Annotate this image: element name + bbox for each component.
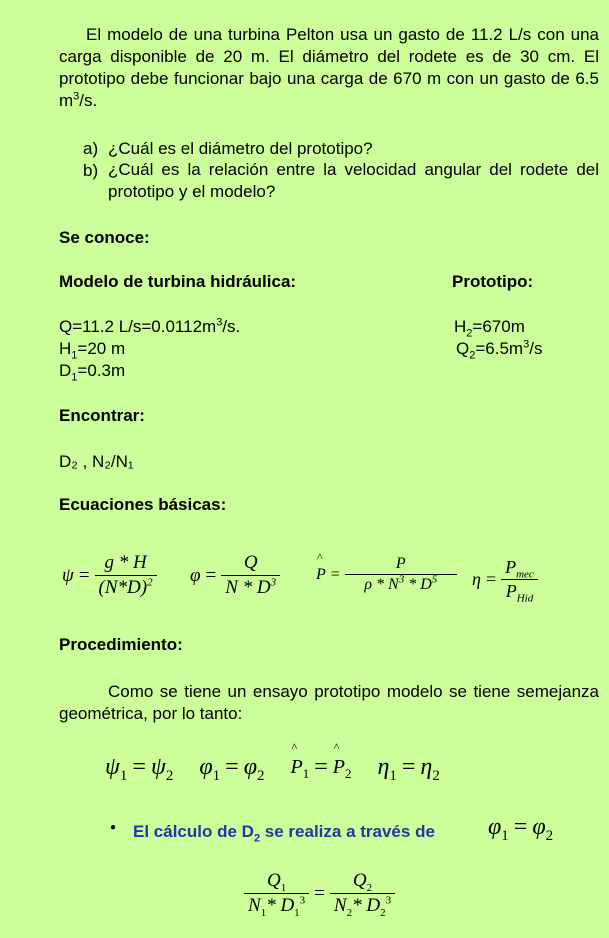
bullet-text	[133, 822, 435, 845]
proto-head-value: =670m	[472, 317, 525, 336]
equation-psi: ψ = $\frac{g * H}{(N*D)^2}$	[62, 552, 157, 599]
question-a-marker: a)	[83, 139, 99, 158]
proto-flow: $Q_2=6.5m^3/s$	[456, 338, 543, 362]
procedure-text	[59, 681, 599, 725]
problem-text: El modelo de una turbina Pelton usa un gasto de 11.2 L/s con una carga disponible de 20 m. El diámetro del rodete es de 30 cm. El prototipo debe funcionar bajo una carga de 670 m con un gasto de 6.5 m	[59, 25, 599, 110]
unit-tail: /s.	[222, 317, 241, 336]
equation-power-coefficient: ^ P = $\frac{P}{\rho * N^3 * D^5}$	[316, 555, 457, 594]
equations-heading: Ecuaciones básicas:	[59, 495, 227, 514]
find-items: D₂ , N₂/N₁	[59, 452, 134, 471]
superscript: 3	[523, 338, 530, 351]
model-head: $H_1=20$ m	[59, 339, 126, 362]
bullet-icon: ●	[110, 822, 117, 833]
bullet-equation: $\varphi_1$ = $\varphi_2$	[488, 814, 554, 844]
prototype-heading: Prototipo:	[452, 272, 534, 291]
procedure-heading: Procedimiento:	[59, 635, 183, 654]
problem-text-tail: /s.	[79, 91, 98, 110]
superscript: 3	[216, 316, 223, 329]
question-b-marker: b)	[83, 161, 99, 180]
model-flow	[59, 317, 240, 337]
procedure-body: Como se tiene un ensayo prototipo modelo se tiene semejanza geométrica, por lo tanto:	[59, 682, 599, 723]
model-heading: Modelo de turbina hidráulica:	[59, 272, 297, 291]
proto-flow-value: =6.5m	[475, 339, 524, 358]
proto-head: $H_2=670m$	[454, 317, 525, 340]
equation-efficiency: η = $\frac{P_{mec}}{P_{Hid}}$	[472, 557, 538, 602]
model-flow-value: Q=11.2 L/s=0.0112m	[59, 317, 217, 336]
unit-tail: /s	[529, 339, 543, 358]
question-b: ¿Cuál es la relación entre la velocidad angular del rodete del prototipo y el modelo?	[108, 160, 599, 201]
find-heading: Encontrar:	[59, 406, 145, 425]
superscript: 3	[73, 90, 80, 103]
subscript: 2	[253, 832, 261, 845]
equation-phi: φ = $\frac{Q}{N * D^3}$	[190, 552, 280, 599]
bullet-label: El cálculo de D	[133, 822, 254, 841]
known-heading: Se conoce:	[59, 228, 150, 247]
model-diameter: $D_1=0.3m$	[59, 361, 126, 384]
similarity-equations: $\psi_1$ = $\psi_2$ $\varphi_1$ = $\varphi_2$ ^ $P_1$ = ^ $P_2$ $\eta_1$ = $\eta_2$	[105, 754, 440, 781]
bullet-label-tail: se realiza a través de	[260, 822, 435, 841]
problem-statement	[59, 24, 599, 112]
model-head-value: =20 m	[77, 339, 126, 358]
question-a: ¿Cuál es el diámetro del prototipo?	[108, 139, 373, 158]
flow-ratio-equation: $\frac{Q_1}{N_1* D_1^3}$ = $\frac{Q_2}{N_2* D_2^3}$	[244, 870, 395, 917]
model-diameter-value: =0.3m	[77, 361, 126, 380]
